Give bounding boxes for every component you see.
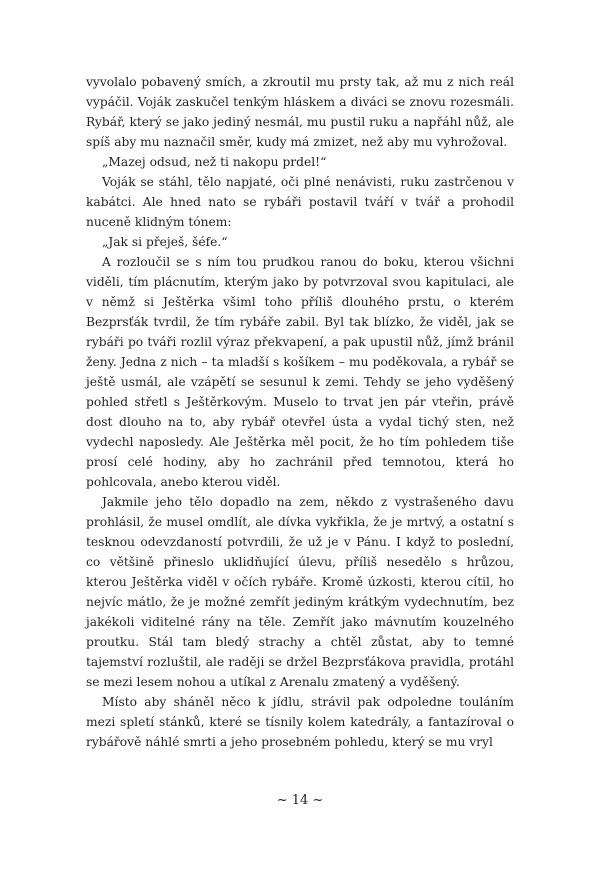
paragraph-2: „Mazej odsud, než ti nakopu prdel!“ xyxy=(102,155,327,169)
paragraph-7: Místo aby sháněl něco k jídlu, strávil pak odpoledne touláním mezi spletí stánků, které se tísnily kolem katedrály, a fantazíroval o rybářově náhlé smrti a jeho prosebném pohledu, který se mu vryl xyxy=(86,695,514,749)
paragraph-4: „Jak si přeješ, šéfe.“ xyxy=(102,235,228,249)
paragraph-1: vyvolalo pobavený smích, a zkroutil mu prsty tak, až mu z nich reál vypáčil. Voják zaskučel tenkým hláskem a diváci se znovu rozesmáli. Rybář, který se jako jediný nesmál, mu pustil ruku a napřáhl nůž, ale spíš aby mu naznačil směr, kudy má zmizet, než aby mu vyhrožoval. xyxy=(86,75,514,149)
paragraph-6: Jakmile jeho tělo dopadlo na zem, někdo z vystrašeného davu prohlásil, že musel omdlít, ale dívka vykřikla, že je mrtvý, a ostatní s tesknou odevzdaností potvrdili, že už je v Pánu. I když to poslední, co většině přineslo uklidňující úlevu, příliš nesedělo s hrůzou, kterou Ještěrka viděl v očích rybáře. Kromě úzkosti, kterou cítil, ho nejvíc mátlo, že je možné zemřít jediným krátkým vydechnutím, bez jakékoli viditelné rány na těle. Zemřít jako mávnutím kouzelného proutku. Stál tam bledý strachy a chtěl zůstat, aby to temné tajemství rozluštil, ale raději se držel Bezprsťákova pravidla, protáhl se mezi lesem nohou a utíkal z Arenalu zmatený a vyděšený. xyxy=(86,495,514,689)
paragraph-3: Voják se stáhl, tělo napjaté, oči plné nenávisti, ruku zastrčenou v kabátci. Ale hned nato se rybáři postavil tváří v tvář a prohodil nuceně klidným tónem: xyxy=(86,175,514,229)
page-body xyxy=(86,72,514,752)
page-number: ~ 14 ~ xyxy=(276,793,324,808)
paragraph-5: A rozloučil se s ním tou prudkou ranou do boku, kterou všichni viděli, tím plácnutím, kterým jako by potvrzoval svou kapitulaci, ale v němž si Ještěrka všiml toho příliš dlouhého prstu, o kterém Bezprsťák tvrdil, že tím rybáře zabil. Byl tak blízko, že viděl, jak se rybáři po tváři rozlil výraz překvapení, a pak upustil nůž, jímž bránil ženy. Jedna z nich – ta mladší s košíkem – mu poděkovala, a rybář se ještě usmál, ale vzápětí se sesunul k zemi. Tehdy se jeho vyděšený pohled střetl s Ještěrkovým. Muselo to trvat jen pár vteřin, právě dost dlouho na to, aby rybář otevřel ústa a vydal tichý sten, než vydechl naposledy. Ale Ještěrka měl pocit, že ho tím pohledem tiše prosí celé hodiny, aby ho zachránil před temnotou, která ho pohlcovala, anebo kterou viděl. xyxy=(86,255,514,489)
